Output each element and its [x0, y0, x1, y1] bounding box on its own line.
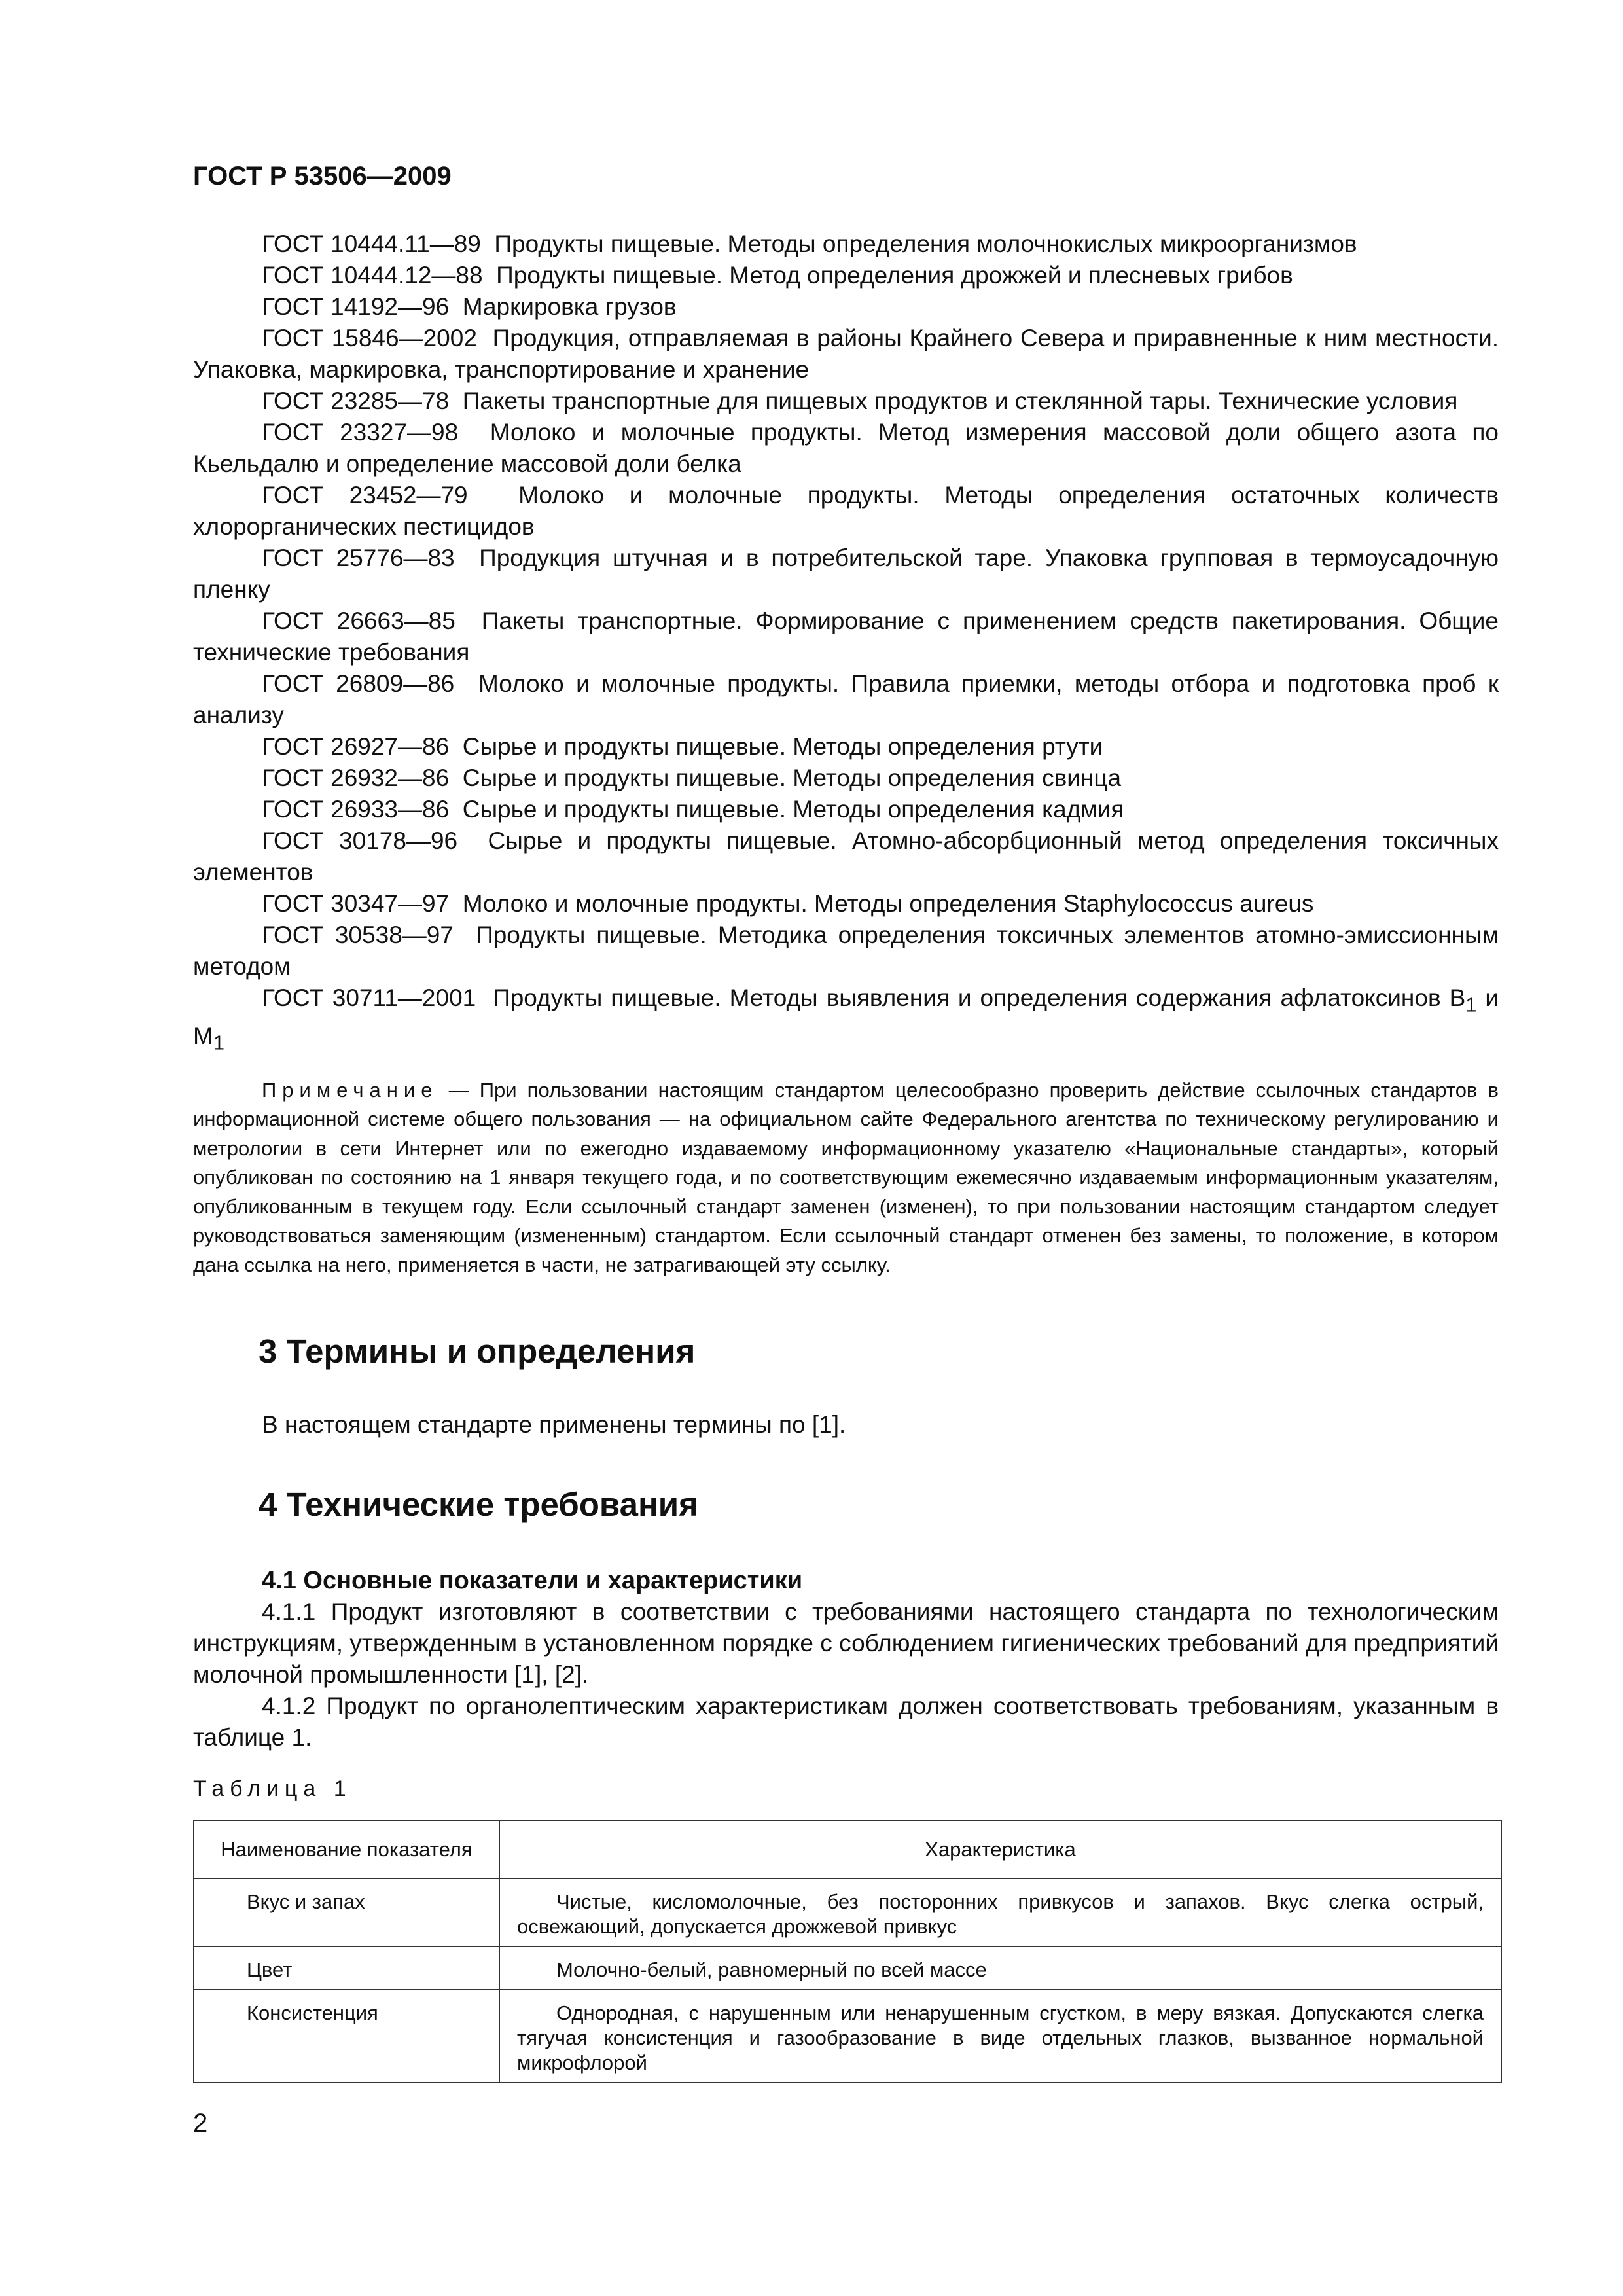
table-cell-name: Консистенция [194, 1990, 499, 2083]
reference-item [193, 731, 1499, 762]
reference-item [193, 605, 1499, 668]
reference-item [193, 543, 1499, 605]
paragraph-4-1-2: 4.1.2 Продукт по органолептическим характеристикам должен соответствовать требованиям, указанным в таблице 1. [193, 1693, 1499, 1751]
reference-title: Маркировка грузов [462, 293, 677, 320]
reference-code: ГОСТ 14192—96 [262, 293, 450, 320]
subscript: 1 [1465, 993, 1477, 1016]
reference-code: ГОСТ 10444.11—89 [262, 230, 481, 257]
reference-code: ГОСТ 26663—85 [262, 607, 455, 634]
reference-item [193, 417, 1499, 480]
reference-item [193, 386, 1499, 417]
table-header-row [194, 1821, 1501, 1878]
reference-code: ГОСТ 23327—98 [262, 419, 459, 446]
reference-code: ГОСТ 30711—2001 [262, 984, 476, 1011]
reference-title: Сырье и продукты пищевые. Методы определения ртути [462, 733, 1103, 760]
document-page [193, 160, 1499, 2083]
reference-item [193, 825, 1499, 888]
reference-code: ГОСТ 26809—86 [262, 670, 455, 697]
reference-title: Продукты пищевые. Метод определения дрожжей и плесневых грибов [496, 262, 1293, 289]
reference-title: Молоко и молочные продукты. Метод измерения массовой доли общего азота по Кьельдалю и определение массовой доли белка [193, 419, 1499, 477]
reference-title: Сырье и продукты пищевые. Атомно-абсорбционный метод определения токсичных элементов [193, 827, 1499, 886]
organoleptic-table [193, 1820, 1502, 2083]
reference-title: Продукты пищевые. Методы определения молочнокислых микроорганизмов [494, 230, 1357, 257]
reference-item [193, 982, 1499, 1059]
reference-item [193, 260, 1499, 291]
reference-title: Сырье и продукты пищевые. Методы определения кадмия [462, 796, 1124, 823]
table-row [194, 1990, 1501, 2083]
reference-title: Пакеты транспортные. Формирование с применением средств пакетирования. Общие технические требования [193, 607, 1499, 666]
reference-code: ГОСТ 10444.12—88 [262, 262, 483, 289]
table-cell-value: Однородная, с нарушенным или ненарушенным сгустком, в меру вязкая. Допускаются слегка тягучая консистенция и газообразование в виде отдельных глазков, вызванное нормальной микрофлорой [499, 1990, 1501, 2083]
reference-code: ГОСТ 30538—97 [262, 922, 454, 948]
reference-code: ГОСТ 26927—86 [262, 733, 450, 760]
subsection-heading: 4.1 Основные показатели и характеристики [262, 1567, 803, 1595]
reference-title: Пакеты транспортные для пищевых продуктов и стеклянной тары. Технические условия [462, 387, 1458, 414]
terms-paragraph: В настоящем стандарте применены термины по [1]. [262, 1411, 846, 1439]
reference-code: ГОСТ 30178—96 [262, 827, 458, 854]
document-header: ГОСТ Р 53506—2009 [193, 162, 452, 190]
reference-title: Сырье и продукты пищевые. Методы определения свинца [462, 764, 1122, 791]
reference-title: Продукты пищевые. Методы выявления и определения содержания афлатоксинов [493, 984, 1441, 1011]
reference-code: ГОСТ 26933—86 [262, 796, 450, 823]
note-label: Примечание [262, 1078, 438, 1102]
reference-title: Молоко и молочные продукты. Методы определения остаточных количеств хлорорганических пестицидов [193, 482, 1499, 540]
subscript: 1 [213, 1031, 224, 1054]
section-heading-terms: 3 Термины и определения [259, 1333, 696, 1371]
table-row [194, 1946, 1501, 1990]
reference-code: ГОСТ 26932—86 [262, 764, 450, 791]
reference-title: Продукция штучная и в потребительской таре. Упаковка групповая в термоусадочную пленку [193, 545, 1499, 603]
conjunction: и [1485, 984, 1499, 1011]
table-header-cell: Характеристика [499, 1821, 1501, 1878]
reference-item [193, 920, 1499, 982]
reference-code: ГОСТ 23452—79 [262, 482, 468, 509]
reference-title: Молоко и молочные продукты. Методы определения Staphylococcus aureus [462, 890, 1314, 917]
reference-item [193, 228, 1499, 260]
section-heading-technical: 4 Технические требования [259, 1486, 698, 1524]
reference-title: Молоко и молочные продукты. Правила приемки, методы отбора и подготовка проб к анализу [193, 670, 1499, 728]
table-cell-value: Молочно-белый, равномерный по всей массе [499, 1946, 1501, 1990]
aflatoxin-b: B [1449, 984, 1466, 1011]
reference-item [193, 323, 1499, 386]
reference-item [193, 668, 1499, 731]
table-cell-value: Чистые, кисломолочные, без посторонних привкусов и запахов. Вкус слегка острый, освежающий, допускается дрожжевой привкус [499, 1878, 1501, 1946]
note-text: — При пользовании настоящим стандартом целесообразно проверить действие ссылочных стандартов в информационной системе общего пользования — на официальном сайте Федерального агентства по техническому регулированию и метрологии в сети Интернет или по ежегодно издаваемому информационному указателю «Национальные стандарты», который опубликован по состоянию на 1 января текущего года, и по соответствующим ежемесячно издаваемым информационным указателям, опубликованным в текущем году. Если ссылочный стандарт заменен (изменен), то при пользовании настоящим стандартом следует руководствоваться заменяющим (измененным) стандартом. Если ссылочный стандарт отменен без замены, то положение, в котором дана ссылка на него, применяется в части, не затрагивающей эту ссылку. [193, 1078, 1499, 1276]
reference-code: ГОСТ 23285—78 [262, 387, 450, 414]
reference-code: ГОСТ 25776—83 [262, 545, 455, 571]
reference-item [193, 888, 1499, 920]
reference-item [193, 291, 1499, 323]
references-list [193, 228, 1499, 1059]
aflatoxin-m: M [193, 1022, 213, 1050]
table-cell-name: Цвет [194, 1946, 499, 1990]
note-paragraph [193, 1076, 1499, 1280]
table-header-cell: Наименование показателя [194, 1821, 499, 1878]
reference-title: Продукция, отправляемая в районы Крайнего Севера и приравненные к ним местности. Упаковка, маркировка, транспортирование и хранение [193, 325, 1499, 383]
reference-code: ГОСТ 15846—2002 [262, 325, 477, 351]
table-cell-name: Вкус и запах [194, 1878, 499, 1946]
reference-code: ГОСТ 30347—97 [262, 890, 450, 917]
reference-item [193, 480, 1499, 543]
reference-title: Продукты пищевые. Методика определения токсичных элементов атомно-эмиссионным методом [193, 922, 1499, 980]
paragraph-4-1-1: 4.1.1 Продукт изготовляют в соответствии с требованиями настоящего стандарта по технологическим инструкциям, утвержденным в установленном порядке с соблюдением гигиенических требований для предприятий молочной промышленности [1], [2]. [193, 1598, 1499, 1689]
reference-item [193, 762, 1499, 794]
reference-item [193, 794, 1499, 825]
table-caption: Таблица 1 [193, 1776, 352, 1802]
table-row [194, 1878, 1501, 1946]
page-number: 2 [193, 2109, 208, 2138]
